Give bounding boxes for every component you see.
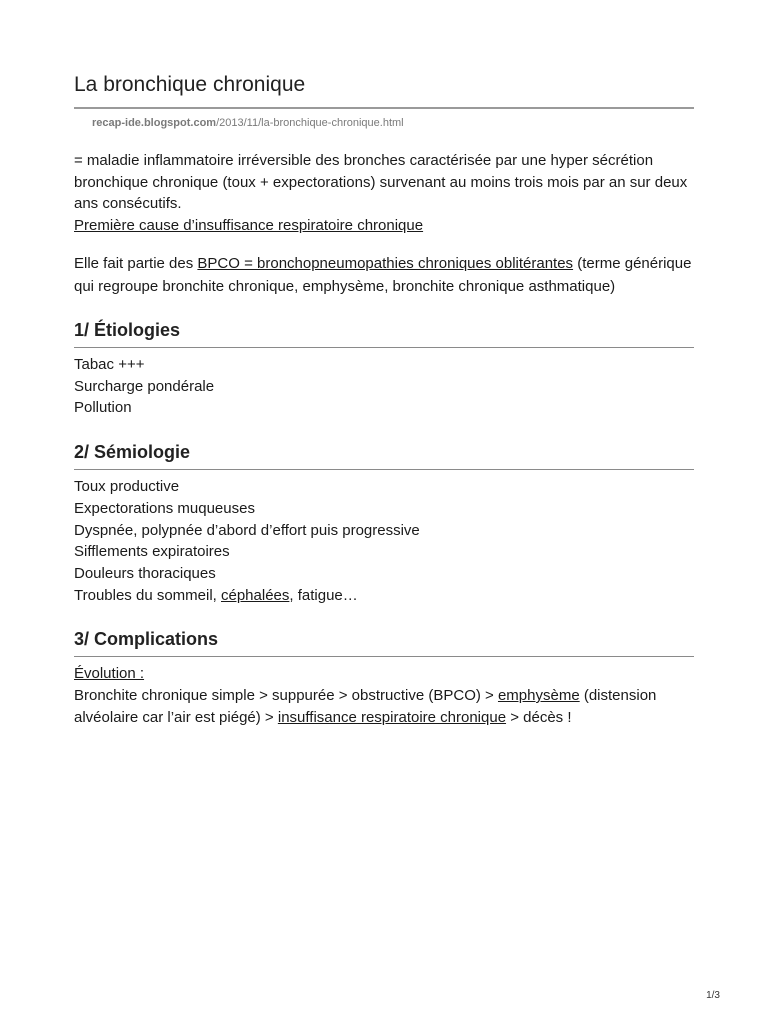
- evolution-label: Évolution :: [74, 665, 145, 683]
- source-path[interactable]: /2013/11/la-bronchique-chronique.html: [216, 117, 404, 129]
- section-semiologie: [74, 440, 694, 606]
- first-cause-link[interactable]: Première cause d’insuffisance respiratoire chronique: [74, 216, 424, 234]
- source-url[interactable]: [92, 116, 694, 130]
- list-item: Expectorations muqueuses: [74, 499, 255, 517]
- title-divider: [74, 107, 694, 109]
- cephalees-link[interactable]: céphalées: [221, 586, 290, 604]
- section-heading-etiologies: 1/ Étiologies: [74, 320, 181, 340]
- evolution-text-1: Bronchite chronique simple > suppurée > obstructive (BPCO) >: [74, 687, 498, 705]
- section-divider: [74, 347, 694, 348]
- evolution-block: [74, 663, 694, 728]
- section-heading-complications: 3/ Complications: [74, 629, 219, 650]
- etiologies-list: [74, 354, 694, 419]
- page-title: La bronchique chronique: [74, 73, 306, 96]
- semiologie-list: [74, 476, 694, 606]
- bpco-paragraph: [74, 252, 694, 298]
- sleep-prefix: Troubles du sommeil,: [74, 586, 221, 604]
- bpco-suffix: (terme générique qui regroupe bronchite chronique, emphysème, bronchite chronique asthmatique): [74, 255, 692, 295]
- list-item: Dyspnée, polypnée d’abord d’effort puis progressive: [74, 521, 420, 539]
- list-item: Pollution: [74, 399, 132, 417]
- evolution-text-3: > décès !: [506, 708, 572, 726]
- emphyseme-link[interactable]: emphysème: [497, 687, 580, 705]
- section-heading-semiologie: 2/ Sémiologie: [74, 442, 191, 463]
- bpco-link[interactable]: BPCO = bronchopneumopathies chroniques oblitérantes: [197, 255, 574, 272]
- list-item: Surcharge pondérale: [74, 377, 215, 395]
- insuffisance-link[interactable]: insuffisance respiratoire chronique: [277, 708, 507, 726]
- list-item: Douleurs thoraciques: [74, 564, 216, 582]
- list-item: Sifflements expiratoires: [74, 543, 230, 561]
- list-item: [74, 585, 694, 607]
- section-divider: [74, 656, 694, 657]
- sleep-suffix: , fatigue…: [289, 586, 358, 604]
- section-complications: [74, 627, 694, 728]
- page-number: 1/3: [706, 990, 720, 1001]
- intro-paragraph: [74, 150, 694, 236]
- document-page: [74, 70, 694, 728]
- source-domain[interactable]: recap-ide.blogspot.com: [92, 117, 217, 129]
- evolution-text-2: (distension alvéolaire car l’air est piégé) >: [74, 687, 657, 726]
- list-item: Tabac +++: [74, 356, 145, 373]
- definition-text: = maladie inflammatoire irréversible des bronches caractérisée par une hyper sécrétion bronchique chronique (toux + expectorations) survenant au moins trois mois par an sur deux ans consécutifs.: [74, 152, 688, 212]
- bpco-prefix: Elle fait partie des: [74, 255, 198, 272]
- section-etiologies: [74, 318, 694, 419]
- section-divider: [74, 469, 694, 470]
- list-item: Toux productive: [74, 478, 180, 496]
